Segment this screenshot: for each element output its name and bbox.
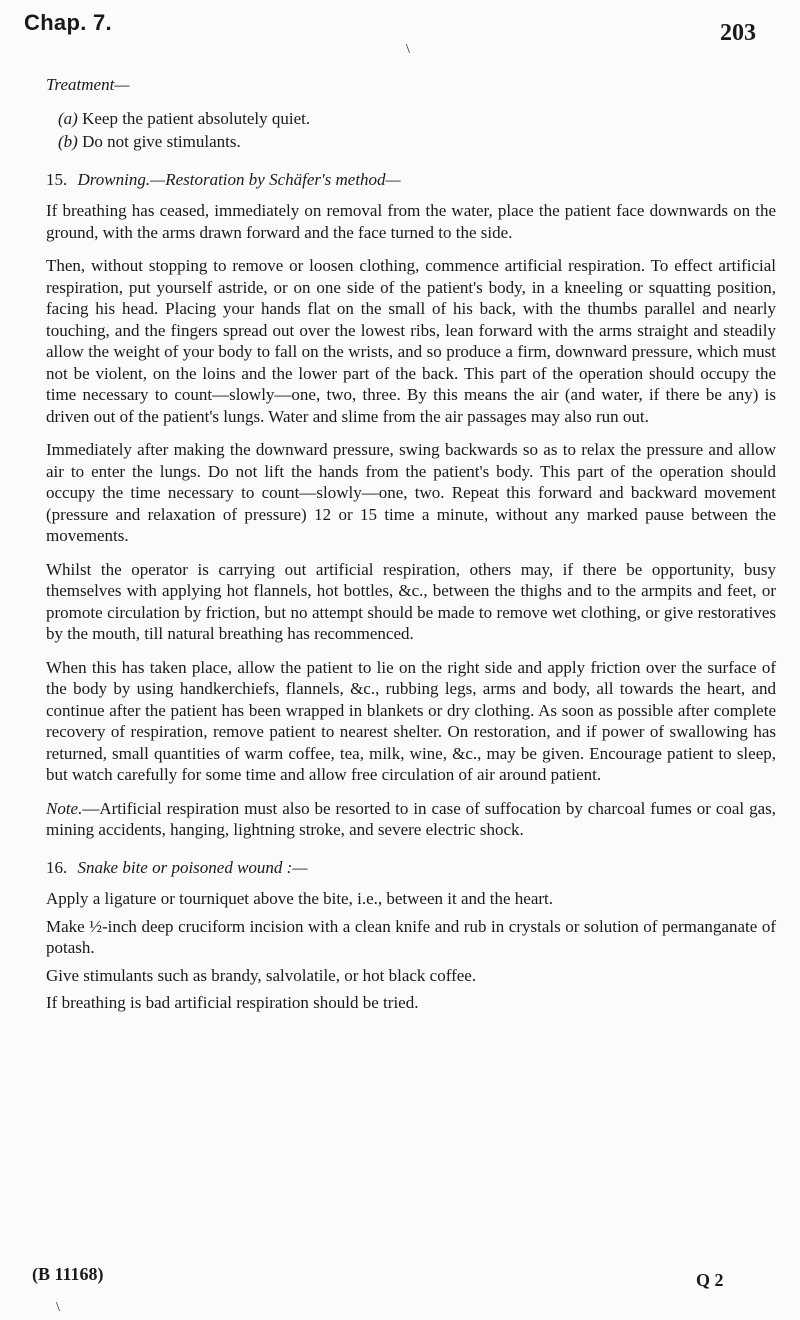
item-text: Keep the patient absolutely quiet. bbox=[82, 108, 311, 128]
page-number: 203 bbox=[720, 20, 756, 46]
section-title: Drowning.—Restoration by Schäfer's method— bbox=[77, 169, 401, 189]
bottom-mark: \ bbox=[56, 1300, 60, 1315]
item-text: Do not give stimulants. bbox=[82, 132, 241, 151]
note-paragraph bbox=[46, 798, 776, 841]
section-number: 16. bbox=[46, 857, 68, 877]
instruction-line: If breathing is bad artificial respiration should be tried. bbox=[46, 993, 419, 1012]
instruction-line: Make ½-inch deep cruciform incision with a clean knife and rub in crystals or solution of permanganate of potash. bbox=[46, 916, 776, 957]
paragraph: Then, without stopping to remove or loosen clothing, commence artificial respiration. To effect artificial respiration, put yourself astride, or on one side of the patient's body, in a kneeling or squatting position, facing his head. Placing your hands flat on the small of his back, with the thumbs parallel and nearly touching, and the fingers spread out over the lowest ribs, lean forward with the arms straight and steadily allow the weight of your body to fall on the wrists, and so produce a firm, downward pressure, which must not be violent, on the loins and the lower part of the back. This part of the operation should occupy the time necessary to count—slowly—one, two, three. By this means the air (and water, if there be any) is driven out of the patient's lungs. Water and slime from the air passages may also run out. bbox=[46, 256, 776, 426]
item-label: (b) bbox=[58, 132, 78, 151]
section-number: 15. bbox=[46, 169, 68, 189]
chapter-label: Chap. 7. bbox=[24, 10, 112, 35]
note-label: Note. bbox=[46, 798, 83, 818]
signature-mark: Q 2 bbox=[696, 1270, 724, 1290]
instruction-line: Apply a ligature or tourniquet above the bite, i.e., between it and the heart. bbox=[46, 889, 553, 908]
treatment-heading: Treatment— bbox=[46, 75, 130, 94]
instruction-line: Give stimulants such as brandy, salvolatile, or hot black coffee. bbox=[46, 965, 477, 985]
print-code: (B 11168) bbox=[32, 1264, 104, 1284]
section-title: Snake bite or poisoned wound :— bbox=[77, 857, 308, 877]
paragraph: If breathing has ceased, immediately on removal from the water, place the patient face downwards on the ground, with the arms drawn forward and the face turned to the side. bbox=[46, 201, 776, 242]
treatment-item bbox=[58, 131, 776, 153]
item-label: (a) bbox=[58, 108, 78, 128]
paragraph: Immediately after making the downward pressure, swing backwards so as to relax the pressure and allow air to enter the lungs. Do not lift the hands from the patient's body. This part of the operation should occupy the time necessary to count—slowly—one, two. Repeat this forward and backward movement (pressure and relaxation of pressure) 12 or 15 time a minute, without any marked pause between the movements. bbox=[46, 440, 776, 545]
note-text: —Artificial respiration must also be resorted to in case of suffocation by charcoal fumes or coal gas, mining accidents, hanging, lightning stroke, and severe electric shock. bbox=[46, 798, 776, 839]
page-body bbox=[46, 74, 776, 1020]
paragraph: Whilst the operator is carrying out artificial respiration, others may, if there be opportunity, busy themselves with applying hot flannels, hot bottles, &c., between the thighs and to the armpits and feet, or promote circulation by friction, but no attempt should be made to remove wet clothing, or give restoratives by the mouth, till natural breathing has recommenced. bbox=[46, 559, 776, 643]
margin-mark: \ bbox=[406, 42, 410, 57]
section-heading bbox=[46, 857, 776, 879]
treatment-item bbox=[58, 108, 776, 130]
section-heading bbox=[46, 169, 776, 191]
paragraph: When this has taken place, allow the patient to lie on the right side and apply friction over the surface of the body by using handkerchiefs, flannels, &c., rubbing legs, arms and body, all towards the heart, and continue after the patient has been wrapped in blankets or dry clothing. As soon as possible after complete recovery of respiration, remove patient to nearest shelter. On restoration, and if power of swallowing has returned, small quantities of warm coffee, tea, milk, wine, &c., may be given. Encourage patient to sleep, but watch carefully for some time and allow free circulation of air around patient. bbox=[46, 657, 776, 784]
